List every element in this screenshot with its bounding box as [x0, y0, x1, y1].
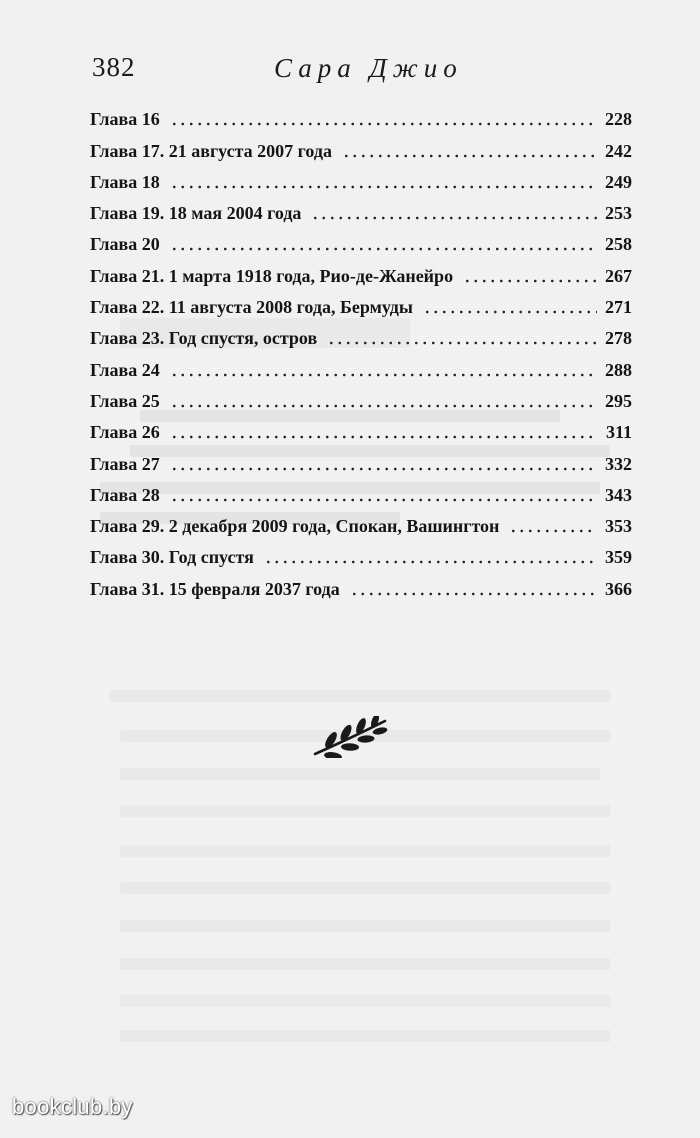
toc-entry	[90, 163, 632, 194]
toc-entry-page: 228	[605, 109, 632, 130]
toc-entry-title: Глава 30. Год спустя	[90, 547, 254, 568]
toc-entry-title: Глава 22. 11 августа 2008 года, Бермуды	[90, 297, 413, 318]
dot-leader	[170, 391, 597, 409]
toc-entry-title: Глава 29. 2 декабря 2009 года, Спокан, Вашингтон	[90, 516, 500, 537]
toc-entry-page: 343	[605, 484, 632, 505]
toc-entry	[90, 538, 632, 569]
toc-entry-title: Глава 19. 18 мая 2004 года	[90, 203, 302, 224]
toc-entry-title: Глава 18	[90, 171, 160, 192]
toc-entry	[90, 507, 632, 538]
running-head-author: Сара Джио	[274, 53, 463, 83]
toc-entry-page: 295	[605, 390, 632, 411]
toc-entry-page: 253	[605, 203, 632, 224]
toc-entry	[90, 256, 632, 287]
toc-entry-title: Глава 27	[90, 453, 160, 474]
dot-leader	[311, 203, 597, 221]
dot-leader	[170, 422, 598, 440]
dot-leader	[264, 547, 597, 565]
toc-entry	[90, 225, 632, 256]
toc-entry	[90, 413, 632, 444]
toc-entry-title: Глава 16	[90, 109, 160, 130]
toc-entry-title: Глава 28	[90, 484, 160, 505]
toc-entry-page: 311	[605, 422, 632, 443]
dot-leader	[170, 234, 597, 252]
toc-entry-page: 288	[605, 359, 632, 380]
toc-entry-page: 249	[605, 171, 632, 192]
dot-leader	[170, 485, 597, 503]
toc-entry-title: Глава 21. 1 марта 1918 года, Рио-де-Жанейро	[90, 265, 454, 286]
toc-entry-title: Глава 24	[90, 359, 160, 380]
toc-entry-page: 271	[605, 297, 632, 318]
dot-leader	[350, 579, 597, 597]
toc-entry	[90, 288, 632, 319]
toc-entry	[90, 194, 632, 225]
dot-leader	[170, 172, 597, 190]
dot-leader	[423, 297, 597, 315]
toc-entry	[90, 382, 632, 413]
toc-entry-title: Глава 20	[90, 234, 160, 255]
toc-entry-title: Глава 23. Год спустя, остров	[90, 328, 318, 349]
toc-entry-page: 353	[605, 516, 632, 537]
site-watermark: bookclub.by	[12, 1094, 133, 1119]
toc-entry-page: 267	[605, 265, 632, 286]
toc-entry	[90, 569, 632, 600]
toc-entry-page: 359	[605, 547, 632, 568]
toc-entry	[90, 444, 632, 475]
toc-entry-page: 242	[605, 140, 632, 161]
page-header	[92, 52, 632, 92]
toc-entry-title: Глава 25	[90, 390, 160, 411]
page-number: 382	[92, 52, 136, 82]
toc-entry	[90, 100, 632, 131]
dot-leader	[509, 516, 597, 534]
toc-entry-page: 258	[605, 234, 632, 255]
laurel-branch-icon	[311, 716, 391, 758]
toc-entry	[90, 131, 632, 162]
toc-entry	[90, 476, 632, 507]
toc-entry	[90, 319, 632, 350]
toc-entry-title: Глава 26	[90, 422, 160, 443]
dot-leader	[342, 141, 597, 159]
toc-entry-title: Глава 31. 15 февраля 2037 года	[90, 578, 340, 599]
toc-entry-page: 278	[605, 328, 632, 349]
dot-leader	[170, 454, 597, 472]
dot-leader	[170, 360, 597, 378]
toc-entry-page: 366	[605, 578, 632, 599]
dot-leader	[463, 266, 597, 284]
toc-entry-page: 332	[605, 453, 632, 474]
dot-leader	[170, 109, 597, 127]
toc-entry-title: Глава 17. 21 августа 2007 года	[90, 140, 332, 161]
table-of-contents	[90, 100, 632, 601]
dot-leader	[327, 328, 597, 346]
toc-entry	[90, 350, 632, 381]
